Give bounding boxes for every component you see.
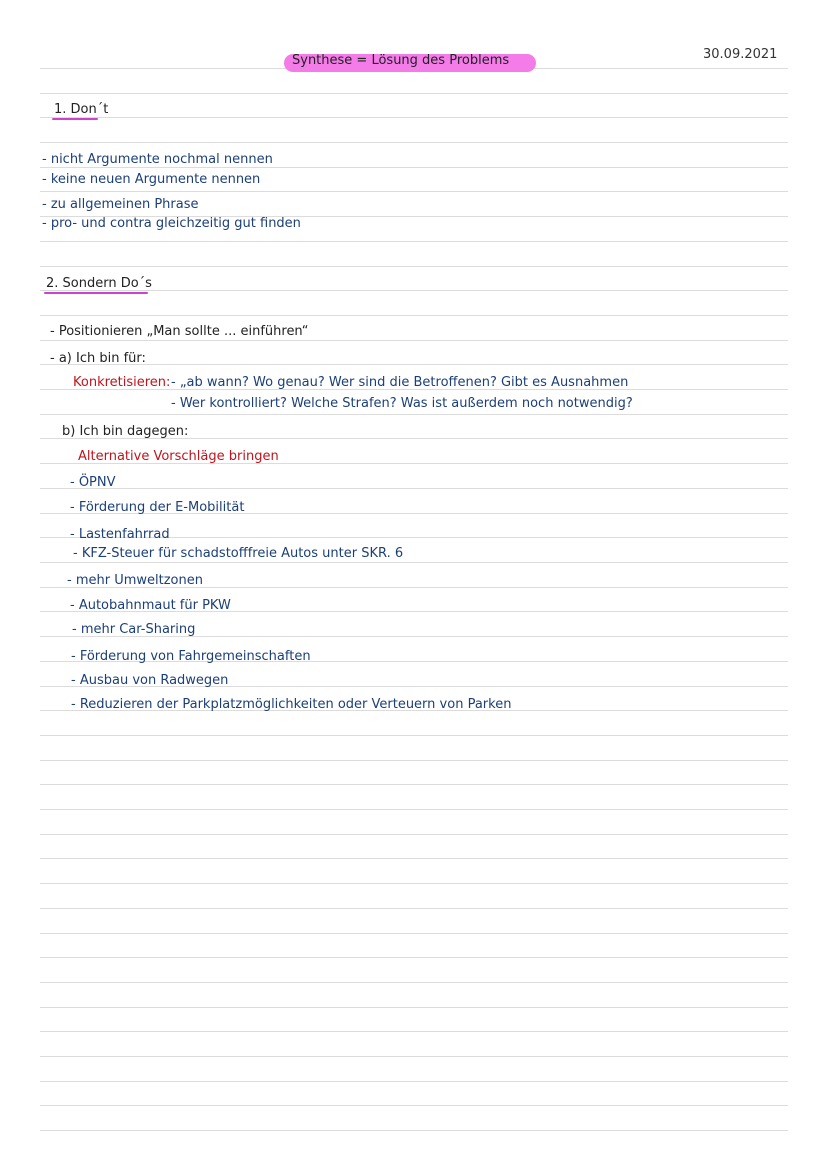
ruled-line bbox=[40, 957, 788, 958]
list-item: - ÖPNV bbox=[70, 475, 116, 490]
list-item: - Ausbau von Radwegen bbox=[71, 673, 229, 688]
ruled-line bbox=[40, 93, 788, 94]
list-item: - Autobahnmaut für PKW bbox=[70, 598, 231, 613]
ruled-line bbox=[40, 982, 788, 983]
ruled-line bbox=[40, 883, 788, 884]
ruled-line bbox=[40, 784, 788, 785]
list-item: - zu allgemeinen Phrase bbox=[42, 197, 199, 212]
ruled-line bbox=[40, 760, 788, 761]
ruled-line bbox=[40, 117, 788, 118]
section1-heading: 1. Don´t bbox=[54, 102, 109, 117]
page-title bbox=[284, 52, 536, 72]
ruled-line bbox=[40, 1031, 788, 1032]
ruled-line bbox=[40, 266, 788, 267]
ruled-line bbox=[40, 858, 788, 859]
list-item: - nicht Argumente nochmal nennen bbox=[42, 152, 273, 167]
konkretisieren-label: Konkretisieren: bbox=[73, 375, 171, 390]
list-item: - mehr Umweltzonen bbox=[67, 573, 203, 588]
list-item: - Reduzieren der Parkplatzmöglichkeiten oder Verteuern von Parken bbox=[71, 697, 512, 712]
positioning-line: - Positionieren „Man sollte ... einführen“ bbox=[50, 324, 309, 339]
ruled-line bbox=[40, 1105, 788, 1106]
list-item: - Förderung der E-Mobilität bbox=[70, 500, 245, 515]
list-item: - KFZ-Steuer für schadstofffreie Autos unter SKR. 6 bbox=[73, 546, 404, 561]
ruled-line bbox=[40, 1081, 788, 1082]
ruled-line bbox=[40, 1130, 788, 1131]
ruled-line bbox=[40, 809, 788, 810]
ruled-line bbox=[40, 290, 788, 291]
ruled-line bbox=[40, 340, 788, 341]
list-item: - mehr Car-Sharing bbox=[72, 622, 196, 637]
option-b-label: b) Ich bin dagegen: bbox=[62, 424, 189, 439]
section2-heading-underline bbox=[44, 292, 148, 294]
ruled-line bbox=[40, 414, 788, 415]
ruled-line bbox=[40, 364, 788, 365]
konkretisieren-line-2: - Wer kontrolliert? Welche Strafen? Was ist außerdem noch notwendig? bbox=[171, 396, 633, 411]
alternatives-heading: Alternative Vorschläge bringen bbox=[78, 449, 279, 464]
ruled-line bbox=[40, 315, 788, 316]
date: 30.09.2021 bbox=[703, 47, 778, 62]
ruled-line bbox=[40, 1056, 788, 1057]
option-a-label: - a) Ich bin für: bbox=[50, 351, 146, 366]
section2-heading: 2. Sondern Do´s bbox=[46, 276, 152, 291]
page-title-text: Synthese = Lösung des Problems bbox=[292, 53, 510, 68]
ruled-line bbox=[40, 933, 788, 934]
list-item: - Lastenfahrrad bbox=[70, 527, 170, 542]
ruled-line bbox=[40, 241, 788, 242]
ruled-line bbox=[40, 488, 788, 489]
section1-heading-underline bbox=[52, 118, 98, 120]
ruled-line bbox=[40, 191, 788, 192]
list-item: - keine neuen Argumente nennen bbox=[42, 172, 261, 187]
ruled-line bbox=[40, 834, 788, 835]
ruled-line bbox=[40, 1007, 788, 1008]
ruled-line bbox=[40, 142, 788, 143]
konkretisieren-line-1: - „ab wann? Wo genau? Wer sind die Betroffenen? Gibt es Ausnahmen bbox=[171, 375, 629, 390]
ruled-line bbox=[40, 735, 788, 736]
ruled-line bbox=[40, 562, 788, 563]
ruled-line bbox=[40, 908, 788, 909]
list-item: - pro- und contra gleichzeitig gut finden bbox=[42, 216, 301, 231]
list-item: - Förderung von Fahrgemeinschaften bbox=[71, 649, 311, 664]
